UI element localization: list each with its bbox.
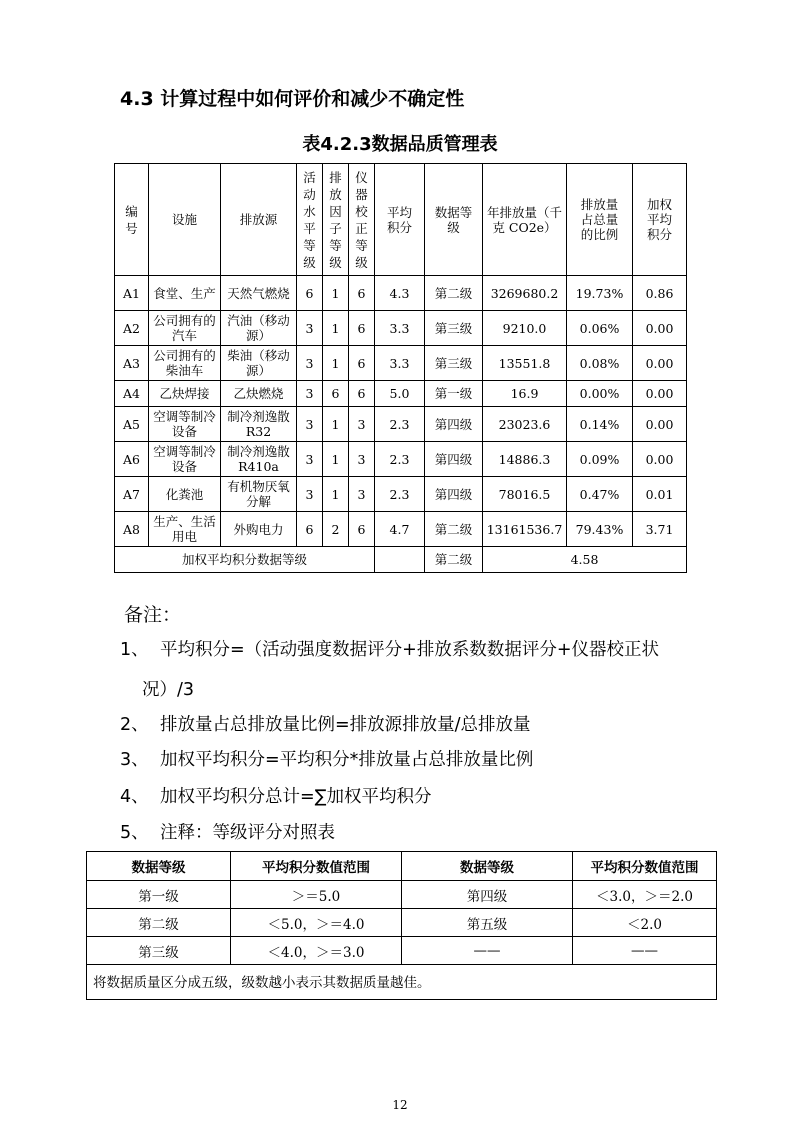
cell-emission-ratio: 0.06% bbox=[567, 311, 633, 346]
grade-footer-text: 将数据质量区分成五级，级数越小表示其数据质量越佳。 bbox=[87, 965, 717, 1000]
grade-header-range: 平均积分数值范围 bbox=[231, 852, 402, 881]
cell-weighted-score: 3.71 bbox=[633, 512, 687, 547]
page-number: 12 bbox=[392, 1098, 408, 1112]
cell-annual-emissions: 23023.6 bbox=[483, 407, 567, 442]
cell-emission-ratio: 79.43% bbox=[567, 512, 633, 547]
header-weighted-score: 加权平均积分 bbox=[633, 164, 687, 276]
cell-data-grade: 第四级 bbox=[425, 407, 483, 442]
cell-weighted-score: 0.00 bbox=[633, 346, 687, 381]
grade-level: 第五级 bbox=[402, 909, 573, 937]
cell-annual-emissions: 13551.8 bbox=[483, 346, 567, 381]
cell-facility: 食堂、生产 bbox=[149, 276, 221, 311]
note-4 bbox=[120, 783, 431, 808]
note-number: 5、 bbox=[120, 823, 149, 843]
note-1 bbox=[120, 636, 659, 661]
cell-facility: 空调等制冷设备 bbox=[149, 442, 221, 477]
note-text: 注释：等级评分对照表 bbox=[160, 823, 335, 843]
cell-source: 制冷剂逸散 R32 bbox=[221, 407, 297, 442]
grade-header-level: 数据等级 bbox=[402, 852, 573, 881]
cell-activity-level: 3 bbox=[297, 311, 323, 346]
summary-empty bbox=[375, 547, 425, 573]
cell-data-grade: 第三级 bbox=[425, 346, 483, 381]
cell-id: A7 bbox=[115, 477, 149, 512]
note-number: 3、 bbox=[120, 750, 149, 770]
cell-average-score: 2.3 bbox=[375, 407, 425, 442]
cell-weighted-score: 0.86 bbox=[633, 276, 687, 311]
cell-calibration-level: 6 bbox=[349, 381, 375, 407]
header-average-score: 平均积分 bbox=[375, 164, 425, 276]
cell-id: A6 bbox=[115, 442, 149, 477]
table-row bbox=[115, 407, 687, 442]
header-activity-level: 活动水平等级 bbox=[297, 164, 323, 276]
table-row bbox=[115, 477, 687, 512]
note-text: 加权平均积分总计=∑加权平均积分 bbox=[160, 787, 432, 807]
cell-source: 乙炔燃烧 bbox=[221, 381, 297, 407]
cell-source: 有机物厌氧分解 bbox=[221, 477, 297, 512]
cell-average-score: 4.3 bbox=[375, 276, 425, 311]
cell-id: A8 bbox=[115, 512, 149, 547]
header-annual-emissions: 年排放量（千克 CO2e） bbox=[483, 164, 567, 276]
notes-label: 备注： bbox=[124, 604, 182, 626]
cell-factor-level: 1 bbox=[323, 276, 349, 311]
cell-data-grade: 第二级 bbox=[425, 276, 483, 311]
cell-source: 制冷剂逸散 R410a bbox=[221, 442, 297, 477]
table-row bbox=[115, 311, 687, 346]
grade-row bbox=[87, 909, 717, 937]
cell-average-score: 2.3 bbox=[375, 442, 425, 477]
cell-data-grade: 第二级 bbox=[425, 512, 483, 547]
cell-average-score: 4.7 bbox=[375, 512, 425, 547]
cell-activity-level: 3 bbox=[297, 346, 323, 381]
table-row bbox=[115, 276, 687, 311]
cell-emission-ratio: 19.73% bbox=[567, 276, 633, 311]
cell-emission-ratio: 0.00% bbox=[567, 381, 633, 407]
table-row bbox=[115, 442, 687, 477]
note-text: 平均积分=（活动强度数据评分+排放系数数据评分+仪器校正状 bbox=[160, 640, 659, 660]
cell-emission-ratio: 0.47% bbox=[567, 477, 633, 512]
cell-facility: 化粪池 bbox=[149, 477, 221, 512]
note-number: 4、 bbox=[120, 787, 149, 807]
cell-data-grade: 第四级 bbox=[425, 477, 483, 512]
cell-activity-level: 3 bbox=[297, 477, 323, 512]
cell-average-score: 3.3 bbox=[375, 311, 425, 346]
cell-factor-level: 6 bbox=[323, 381, 349, 407]
cell-annual-emissions: 16.9 bbox=[483, 381, 567, 407]
grade-level: 第一级 bbox=[87, 881, 231, 909]
summary-value: 4.58 bbox=[483, 547, 687, 573]
header-source: 排放源 bbox=[221, 164, 297, 276]
grade-header-level: 数据等级 bbox=[87, 852, 231, 881]
header-emission-ratio: 排放量占总量的比例 bbox=[567, 164, 633, 276]
note-text: 排放量占总排放量比例=排放源排放量/总排放量 bbox=[160, 715, 531, 735]
cell-calibration-level: 3 bbox=[349, 477, 375, 512]
header-calibration-level: 仪器校正等级 bbox=[349, 164, 375, 276]
cell-data-grade: 第一级 bbox=[425, 381, 483, 407]
cell-weighted-score: 0.00 bbox=[633, 381, 687, 407]
cell-calibration-level: 6 bbox=[349, 346, 375, 381]
table-row bbox=[115, 381, 687, 407]
grade-header-range: 平均积分数值范围 bbox=[573, 852, 717, 881]
cell-source: 汽油（移动源） bbox=[221, 311, 297, 346]
cell-facility: 公司拥有的汽车 bbox=[149, 311, 221, 346]
cell-factor-level: 1 bbox=[323, 311, 349, 346]
cell-annual-emissions: 9210.0 bbox=[483, 311, 567, 346]
section-title: 4.3 计算过程中如何评价和减少不确定性 bbox=[120, 88, 465, 110]
note-text: 加权平均积分=平均积分*排放量占总排放量比例 bbox=[160, 750, 534, 770]
cell-source: 柴油（移动源） bbox=[221, 346, 297, 381]
table-row bbox=[115, 512, 687, 547]
cell-calibration-level: 6 bbox=[349, 276, 375, 311]
grade-range: ＜3.0，＞＝2.0 bbox=[573, 881, 717, 909]
grade-level: 第三级 bbox=[87, 937, 231, 965]
cell-weighted-score: 0.01 bbox=[633, 477, 687, 512]
cell-activity-level: 3 bbox=[297, 442, 323, 477]
cell-weighted-score: 0.00 bbox=[633, 311, 687, 346]
data-quality-table bbox=[114, 163, 687, 573]
cell-annual-emissions: 78016.5 bbox=[483, 477, 567, 512]
cell-calibration-level: 6 bbox=[349, 512, 375, 547]
grade-level: 第四级 bbox=[402, 881, 573, 909]
grade-level: —— bbox=[402, 937, 573, 965]
note-number: 1、 bbox=[120, 640, 149, 660]
cell-data-grade: 第三级 bbox=[425, 311, 483, 346]
summary-grade: 第二级 bbox=[425, 547, 483, 573]
cell-average-score: 2.3 bbox=[375, 477, 425, 512]
cell-calibration-level: 6 bbox=[349, 311, 375, 346]
cell-weighted-score: 0.00 bbox=[633, 442, 687, 477]
header-factor-level: 排放因子等级 bbox=[323, 164, 349, 276]
cell-emission-ratio: 0.14% bbox=[567, 407, 633, 442]
cell-facility: 乙炔焊接 bbox=[149, 381, 221, 407]
cell-source: 外购电力 bbox=[221, 512, 297, 547]
grade-range: ＞＝5.0 bbox=[231, 881, 402, 909]
cell-activity-level: 3 bbox=[297, 407, 323, 442]
cell-factor-level: 1 bbox=[323, 346, 349, 381]
header-id: 编号 bbox=[115, 164, 149, 276]
summary-row bbox=[115, 547, 687, 573]
grade-table-header bbox=[87, 852, 717, 881]
cell-activity-level: 6 bbox=[297, 512, 323, 547]
cell-calibration-level: 3 bbox=[349, 407, 375, 442]
grade-range: —— bbox=[573, 937, 717, 965]
cell-facility: 公司拥有的柴油车 bbox=[149, 346, 221, 381]
cell-facility: 生产、生活用电 bbox=[149, 512, 221, 547]
cell-id: A1 bbox=[115, 276, 149, 311]
cell-id: A3 bbox=[115, 346, 149, 381]
grade-range: ＜4.0，＞＝3.0 bbox=[231, 937, 402, 965]
header-facility: 设施 bbox=[149, 164, 221, 276]
cell-factor-level: 2 bbox=[323, 512, 349, 547]
cell-id: A4 bbox=[115, 381, 149, 407]
note-2 bbox=[120, 711, 531, 736]
table-title: 表4.2.3数据品质管理表 bbox=[302, 134, 498, 155]
cell-factor-level: 1 bbox=[323, 477, 349, 512]
grade-range: ＜2.0 bbox=[573, 909, 717, 937]
cell-emission-ratio: 0.09% bbox=[567, 442, 633, 477]
cell-annual-emissions: 13161536.7 bbox=[483, 512, 567, 547]
cell-facility: 空调等制冷设备 bbox=[149, 407, 221, 442]
cell-source: 天然气燃烧 bbox=[221, 276, 297, 311]
grade-reference-table bbox=[86, 851, 717, 1000]
note-1-cont: 况）/3 bbox=[142, 680, 195, 700]
cell-average-score: 5.0 bbox=[375, 381, 425, 407]
header-data-grade: 数据等级 bbox=[425, 164, 483, 276]
cell-id: A5 bbox=[115, 407, 149, 442]
grade-row bbox=[87, 881, 717, 909]
cell-factor-level: 1 bbox=[323, 442, 349, 477]
table-header-row bbox=[115, 164, 687, 276]
cell-factor-level: 1 bbox=[323, 407, 349, 442]
cell-annual-emissions: 14886.3 bbox=[483, 442, 567, 477]
grade-level: 第二级 bbox=[87, 909, 231, 937]
cell-activity-level: 6 bbox=[297, 276, 323, 311]
cell-emission-ratio: 0.08% bbox=[567, 346, 633, 381]
table-row bbox=[115, 346, 687, 381]
grade-range: ＜5.0，＞＝4.0 bbox=[231, 909, 402, 937]
cell-activity-level: 3 bbox=[297, 381, 323, 407]
note-3 bbox=[120, 746, 533, 771]
cell-id: A2 bbox=[115, 311, 149, 346]
cell-average-score: 3.3 bbox=[375, 346, 425, 381]
cell-calibration-level: 3 bbox=[349, 442, 375, 477]
grade-row bbox=[87, 937, 717, 965]
cell-weighted-score: 0.00 bbox=[633, 407, 687, 442]
grade-table-footer bbox=[87, 965, 717, 1000]
note-number: 2、 bbox=[120, 715, 149, 735]
cell-data-grade: 第四级 bbox=[425, 442, 483, 477]
cell-annual-emissions: 3269680.2 bbox=[483, 276, 567, 311]
note-5 bbox=[120, 819, 335, 844]
summary-label: 加权平均积分数据等级 bbox=[115, 547, 375, 573]
